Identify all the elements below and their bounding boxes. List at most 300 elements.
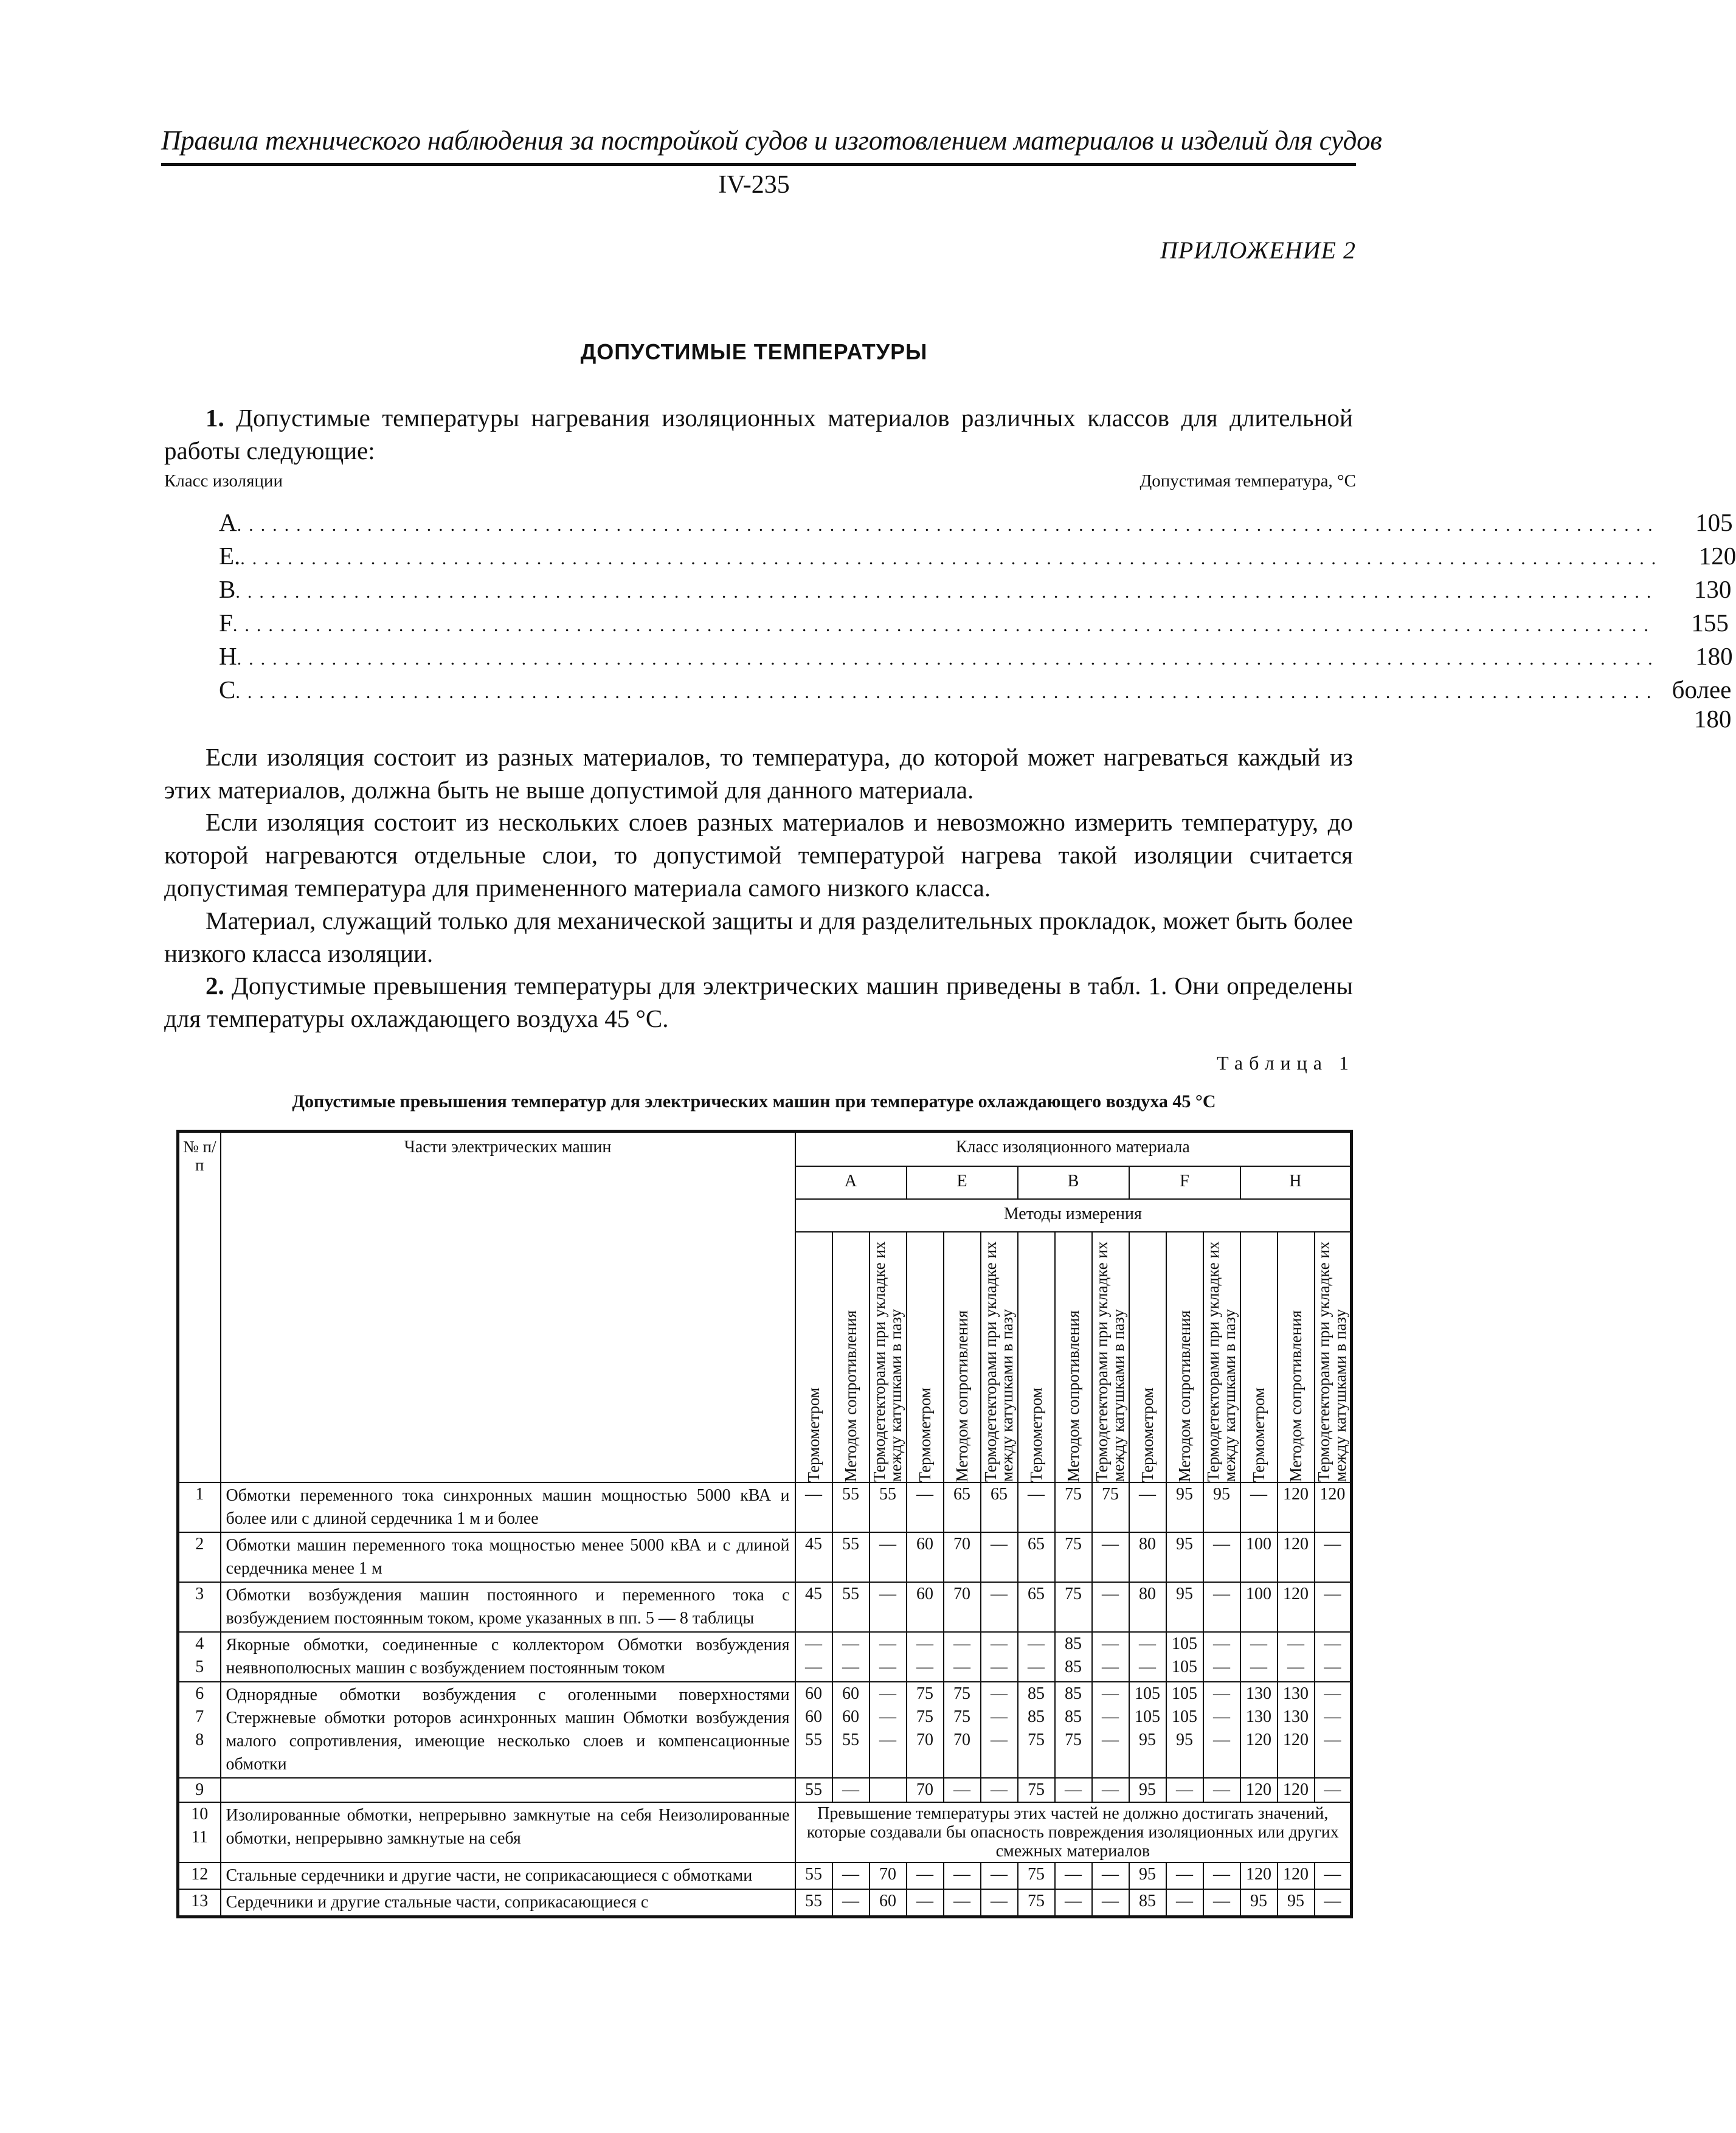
value-cell	[907, 1632, 944, 1682]
value-cell	[944, 1582, 981, 1632]
value: —	[916, 1865, 933, 1884]
class-letter: F	[219, 609, 233, 637]
row-number-value: 13	[191, 1892, 209, 1910]
value: 55	[842, 1585, 859, 1603]
value: 70	[879, 1865, 896, 1884]
value-cell	[1018, 1632, 1055, 1682]
paragraph-3: Материал, служащий только для механической защиты и для разделительных прокладок, может быть более низкого класса изоляции.	[164, 907, 1353, 967]
value-cell	[1203, 1682, 1240, 1778]
header-class-2: В	[1018, 1166, 1129, 1199]
value-cell	[832, 1862, 870, 1889]
value-cell	[1129, 1778, 1166, 1802]
header-parts: Части электрических машин	[221, 1132, 795, 1483]
insulation-class-row	[219, 608, 1729, 641]
value: —	[991, 1535, 1008, 1554]
value-cell	[1278, 1889, 1315, 1917]
value: —	[1102, 1535, 1119, 1554]
value: —	[1028, 1634, 1045, 1653]
value: —	[805, 1634, 822, 1653]
value-cell	[981, 1889, 1018, 1917]
value: —	[991, 1658, 1008, 1676]
value-cell	[832, 1632, 870, 1682]
value-cell	[1203, 1482, 1240, 1532]
value-cell	[944, 1532, 981, 1582]
value: —	[1028, 1485, 1045, 1504]
value: 75	[1028, 1780, 1045, 1799]
value-cell	[870, 1889, 907, 1917]
value: 95	[1176, 1585, 1193, 1603]
value: —	[1102, 1730, 1119, 1749]
value: —	[1324, 1535, 1341, 1554]
value: —	[953, 1634, 970, 1653]
row-parts: Обмотки переменного тока синхронных машин мощностью 5000 кВА и более или с длиной сердечника 1 м и более	[221, 1482, 795, 1532]
value: —	[1287, 1634, 1304, 1653]
value: 130	[1283, 1684, 1309, 1703]
table-row	[178, 1632, 1352, 1682]
value-cell	[907, 1778, 944, 1802]
row-parts: Сердечники и другие стальные части, соприкасающиеся с	[221, 1889, 795, 1917]
section-1-text: Допустимые температуры нагревания изоляционных материалов различных классов для длительной работы следующие:	[164, 404, 1353, 465]
leader-dots: ........................................................................................................................	[240, 548, 1664, 569]
value: 95	[1139, 1780, 1156, 1799]
value-cell	[1166, 1482, 1203, 1532]
value: —	[953, 1892, 970, 1910]
table-caption: Допустимые превышения температур для электрических машин при температуре охлаждающего воздуха 45 °С	[292, 1091, 1216, 1111]
row-number-value: 5	[195, 1658, 204, 1676]
value: —	[1139, 1658, 1156, 1676]
section-2-number: 2.	[206, 972, 224, 1000]
row-number	[178, 1582, 221, 1632]
row-number	[178, 1802, 221, 1862]
value-cell	[907, 1889, 944, 1917]
value-cell	[1240, 1682, 1278, 1778]
insulation-class-row	[219, 575, 1732, 607]
value-cell	[870, 1482, 907, 1532]
value: 75	[1102, 1485, 1119, 1504]
value-cell	[981, 1482, 1018, 1532]
method-label: Термометром	[804, 1387, 823, 1482]
value-cell	[1203, 1632, 1240, 1682]
value-cell	[1129, 1889, 1166, 1917]
header-method-m3	[870, 1232, 907, 1482]
value-cell	[907, 1482, 944, 1532]
value: 75	[953, 1684, 970, 1703]
value: 75	[1065, 1535, 1082, 1554]
value: —	[842, 1780, 859, 1799]
value: 60	[916, 1585, 933, 1603]
value: —	[842, 1892, 859, 1910]
insulation-class-row	[219, 641, 1733, 674]
row-note: Превышение температуры этих частей не должно достигать значений, которые создавали бы опасность повреждения изоляционных или других смежных материалов	[795, 1802, 1352, 1862]
class-temperature: 180	[1695, 642, 1733, 670]
value: —	[1250, 1485, 1267, 1504]
value: —	[1213, 1892, 1230, 1910]
value-cell	[870, 1682, 907, 1778]
value: —	[1324, 1865, 1341, 1884]
header-method-m3	[981, 1232, 1018, 1482]
appendix-label: ПРИЛОЖЕНИЕ 2	[1160, 237, 1356, 264]
value-cell	[981, 1532, 1018, 1582]
row-number	[178, 1482, 221, 1532]
value-cell	[1092, 1532, 1129, 1582]
value-cell	[1092, 1482, 1129, 1532]
value: 100	[1246, 1585, 1271, 1603]
value-cell	[1278, 1532, 1315, 1582]
value: 100	[1246, 1535, 1271, 1554]
row-number-value: 11	[191, 1828, 208, 1847]
value: 130	[1283, 1707, 1309, 1726]
header-method-m3	[1092, 1232, 1129, 1482]
value: —	[991, 1780, 1008, 1799]
value: —	[1139, 1634, 1156, 1653]
value: —	[991, 1684, 1008, 1703]
value: —	[916, 1634, 933, 1653]
value: —	[991, 1892, 1008, 1910]
header-method-m3	[1203, 1232, 1240, 1482]
value: —	[1324, 1634, 1341, 1653]
class-letter: С	[219, 676, 236, 704]
value: 65	[1028, 1535, 1045, 1554]
method-label: Термометром	[1026, 1387, 1045, 1482]
value: —	[1028, 1658, 1045, 1676]
table-row	[178, 1482, 1352, 1532]
running-header: Правила технического наблюдения за постройкой судов и изготовлением материалов и изделий для судов	[161, 125, 1382, 156]
leader-dots: ........................................................................................................................	[237, 515, 1660, 535]
value-cell	[1055, 1889, 1092, 1917]
value-cell	[1166, 1682, 1203, 1778]
method-label: Методом сопротивления	[841, 1310, 860, 1482]
value-cell	[1129, 1862, 1166, 1889]
header-method-m3	[1315, 1232, 1352, 1482]
value: —	[1250, 1658, 1267, 1676]
value: —	[805, 1485, 822, 1504]
value-cell	[795, 1482, 832, 1532]
value-cell	[795, 1532, 832, 1582]
value: —	[1213, 1684, 1230, 1703]
value-cell	[1129, 1632, 1166, 1682]
value: —	[991, 1585, 1008, 1603]
value-cell	[832, 1889, 870, 1917]
value: —	[1213, 1535, 1230, 1554]
value: 80	[1139, 1585, 1156, 1603]
value: —	[1250, 1634, 1267, 1653]
value: 105	[1172, 1658, 1197, 1676]
value: —	[1102, 1658, 1119, 1676]
value-cell	[1166, 1889, 1203, 1917]
value-cell	[1240, 1862, 1278, 1889]
row-parts: Обмотки машин переменного тока мощностью менее 5000 кВА и с длиной сердечника менее 1 м	[221, 1532, 795, 1582]
value-cell	[1166, 1862, 1203, 1889]
value	[870, 1779, 906, 1802]
value: —	[1176, 1892, 1193, 1910]
value: —	[1324, 1585, 1341, 1603]
header-number: № п/п	[178, 1132, 221, 1483]
value: 85	[1139, 1892, 1156, 1910]
value-cell	[1278, 1778, 1315, 1802]
value-cell	[1166, 1778, 1203, 1802]
value: —	[1324, 1780, 1341, 1799]
insulation-class-row	[219, 541, 1736, 574]
row-number	[178, 1778, 221, 1802]
value: —	[1213, 1865, 1230, 1884]
row-number-value: 10	[191, 1805, 209, 1824]
row-number-value: 3	[195, 1585, 204, 1603]
row-number	[178, 1862, 221, 1889]
value: —	[991, 1634, 1008, 1653]
class-temperature: 130	[1693, 575, 1732, 603]
table-row	[178, 1582, 1352, 1632]
value: 75	[916, 1707, 933, 1726]
row-number	[178, 1532, 221, 1582]
value: 105	[1172, 1634, 1197, 1653]
value: 75	[1028, 1865, 1045, 1884]
value-cell	[1166, 1582, 1203, 1632]
header-method-m2	[1055, 1232, 1092, 1482]
value: —	[1213, 1730, 1230, 1749]
value: 65	[991, 1485, 1008, 1504]
table-row	[178, 1862, 1352, 1889]
value-cell	[907, 1532, 944, 1582]
value-cell	[1129, 1582, 1166, 1632]
value: —	[1139, 1485, 1156, 1504]
value-cell	[1240, 1632, 1278, 1682]
value: —	[916, 1485, 933, 1504]
value: 60	[842, 1684, 859, 1703]
value: —	[1176, 1780, 1193, 1799]
header-insulation-class: Класс изоляционного материала	[795, 1132, 1352, 1167]
value: 120	[1283, 1585, 1309, 1603]
value-cell	[1129, 1532, 1166, 1582]
class-letter: Е.	[219, 542, 241, 570]
value-cell	[1315, 1482, 1352, 1532]
value: 120	[1246, 1730, 1271, 1749]
value: 95	[1287, 1892, 1304, 1910]
value: —	[1213, 1658, 1230, 1676]
value-cell	[1055, 1682, 1092, 1778]
value-cell	[1315, 1532, 1352, 1582]
value: 120	[1283, 1780, 1309, 1799]
class-letter: А	[219, 508, 237, 536]
table-row	[178, 1778, 1352, 1802]
class-temperature: более 180	[1672, 676, 1732, 733]
leader-dots: ........................................................................................................................	[235, 682, 1659, 702]
value: 70	[953, 1730, 970, 1749]
value-cell	[1018, 1889, 1055, 1917]
value: —	[991, 1865, 1008, 1884]
value-cell	[870, 1582, 907, 1632]
value: 120	[1283, 1865, 1309, 1884]
leader-dots: ........................................................................................................................	[235, 582, 1659, 602]
value: 60	[916, 1535, 933, 1554]
value: 75	[1065, 1585, 1082, 1603]
value-cell	[832, 1482, 870, 1532]
value: —	[991, 1707, 1008, 1726]
header-method-m1	[1240, 1232, 1278, 1482]
header-method-m2	[1278, 1232, 1315, 1482]
value-cell	[1092, 1632, 1129, 1682]
value-cell	[1055, 1582, 1092, 1632]
header-method-m2	[944, 1232, 981, 1482]
header-method-m1	[1129, 1232, 1166, 1482]
value: 105	[1135, 1684, 1160, 1703]
value: 85	[1028, 1707, 1045, 1726]
value-cell	[870, 1532, 907, 1582]
class-letter: Н	[219, 642, 237, 670]
value: 95	[1176, 1730, 1193, 1749]
value: 105	[1172, 1684, 1197, 1703]
method-label: Методом сопротивления	[1063, 1310, 1082, 1482]
header-methods: Методы измерения	[795, 1199, 1352, 1232]
value: 60	[842, 1707, 859, 1726]
value: —	[1213, 1780, 1230, 1799]
value-cell	[1278, 1862, 1315, 1889]
value: 130	[1246, 1707, 1271, 1726]
value-cell	[1278, 1582, 1315, 1632]
header-method-m1	[795, 1232, 832, 1482]
value-cell	[1092, 1582, 1129, 1632]
value: 105	[1172, 1707, 1197, 1726]
value-cell	[832, 1532, 870, 1582]
value-cell	[1203, 1889, 1240, 1917]
value-cell	[1240, 1582, 1278, 1632]
value: 70	[916, 1730, 933, 1749]
value: —	[879, 1730, 896, 1749]
row-number-value: 4	[195, 1634, 204, 1653]
row-number	[178, 1889, 221, 1917]
value: 95	[1250, 1892, 1267, 1910]
value: —	[1176, 1865, 1193, 1884]
value-cell	[1055, 1482, 1092, 1532]
value: 55	[805, 1892, 822, 1910]
value-cell	[1203, 1582, 1240, 1632]
value: —	[1324, 1684, 1341, 1703]
page-number: IV-235	[718, 171, 790, 199]
value: 120	[1246, 1780, 1271, 1799]
method-label: Термодетекторами при укладке их между катушками в пазу	[1093, 1241, 1127, 1482]
table-row	[178, 1802, 1352, 1862]
class-temperature: 155	[1691, 609, 1729, 637]
value: 95	[1139, 1730, 1156, 1749]
value: 45	[805, 1535, 822, 1554]
value-cell	[832, 1582, 870, 1632]
value-cell	[1129, 1682, 1166, 1778]
value: —	[1102, 1780, 1119, 1799]
row-parts: Обмотки возбуждения машин постоянного и переменного тока с возбуждением постоянным током, кроме указанных в пп. 5 — 8 таблицы	[221, 1582, 795, 1632]
value-cell	[944, 1778, 981, 1802]
value-cell	[832, 1778, 870, 1802]
value-cell	[870, 1862, 907, 1889]
value: 60	[879, 1892, 896, 1910]
row-parts: Стальные сердечники и другие части, не соприкасающиеся с обмотками	[221, 1862, 795, 1889]
value: 55	[842, 1730, 859, 1749]
value: 55	[842, 1535, 859, 1554]
value: 70	[953, 1585, 970, 1603]
value-cell	[944, 1862, 981, 1889]
value: —	[953, 1780, 970, 1799]
value: —	[1065, 1892, 1082, 1910]
row-parts: Однорядные обмотки возбуждения с оголенными поверхностями Стержневые обмотки роторов асинхронных машин Обмотки возбуждения малого сопротивления, имеющие несколько слоев и компенсационные обмотки	[221, 1682, 795, 1778]
table-label: Таблица 1	[1217, 1052, 1355, 1074]
class-letter: В	[219, 575, 236, 603]
value-cell	[1203, 1778, 1240, 1802]
value-cell	[1092, 1778, 1129, 1802]
value-cell	[944, 1682, 981, 1778]
value-cell	[1092, 1682, 1129, 1778]
temperature-column-header: Допустимая температура, °С	[1139, 471, 1356, 491]
value: 130	[1246, 1684, 1271, 1703]
method-label: Термодетекторами при укладке их между катушками в пазу	[1204, 1241, 1239, 1482]
leader-dots: ........................................................................................................................	[237, 649, 1660, 669]
row-number-value: 8	[195, 1730, 204, 1749]
value: 85	[1065, 1707, 1082, 1726]
value-cell	[795, 1632, 832, 1682]
value: 85	[1065, 1634, 1082, 1653]
row-parts: Якорные обмотки, соединенные с коллектором Обмотки возбуждения неявнополюсных машин с возбуждением постоянным током	[221, 1632, 795, 1682]
section-1-intro	[164, 401, 1353, 467]
value: 55	[805, 1780, 822, 1799]
value: 105	[1135, 1707, 1160, 1726]
value: 75	[1028, 1730, 1045, 1749]
method-label: Термодетекторами при укладке их между катушками в пазу	[870, 1241, 905, 1482]
value: 80	[1139, 1535, 1156, 1554]
method-label: Термометром	[1249, 1387, 1268, 1482]
value-cell	[1129, 1482, 1166, 1532]
value: —	[1065, 1780, 1082, 1799]
header-class-1: Е	[907, 1166, 1018, 1199]
value: —	[879, 1658, 896, 1676]
value-cell	[907, 1862, 944, 1889]
value-cell	[832, 1682, 870, 1778]
value: 120	[1283, 1535, 1309, 1554]
value: 75	[1065, 1485, 1082, 1504]
method-label: Методом сопротивления	[1175, 1310, 1194, 1482]
value-cell	[981, 1778, 1018, 1802]
row-number-value: 6	[195, 1684, 204, 1703]
value: —	[1287, 1658, 1304, 1676]
class-column-header: Класс изоляции	[164, 471, 283, 491]
value: 55	[805, 1865, 822, 1884]
value: 70	[953, 1535, 970, 1554]
value: —	[1213, 1585, 1230, 1603]
header-class-3: F	[1129, 1166, 1240, 1199]
value-cell	[1278, 1682, 1315, 1778]
value-cell	[1203, 1862, 1240, 1889]
value-cell	[1055, 1778, 1092, 1802]
value: 65	[953, 1485, 970, 1504]
value-cell	[1092, 1889, 1129, 1917]
value-cell	[1018, 1532, 1055, 1582]
header-method-m2	[1166, 1232, 1203, 1482]
class-temperature: 105	[1695, 508, 1733, 536]
value: 95	[1176, 1535, 1193, 1554]
value-cell	[944, 1889, 981, 1917]
row-number	[178, 1632, 221, 1682]
value: 55	[842, 1485, 859, 1504]
value: —	[805, 1658, 822, 1676]
value: 65	[1028, 1585, 1045, 1603]
value-cell	[981, 1632, 1018, 1682]
value: 75	[1065, 1730, 1082, 1749]
value-cell	[1315, 1862, 1352, 1889]
header-class-4: Н	[1240, 1166, 1352, 1199]
value: —	[879, 1535, 896, 1554]
value-cell	[907, 1582, 944, 1632]
value-cell	[1203, 1532, 1240, 1582]
value-cell	[795, 1582, 832, 1632]
value-cell	[1018, 1862, 1055, 1889]
value-cell	[1018, 1582, 1055, 1632]
method-label: Термометром	[1138, 1387, 1157, 1482]
